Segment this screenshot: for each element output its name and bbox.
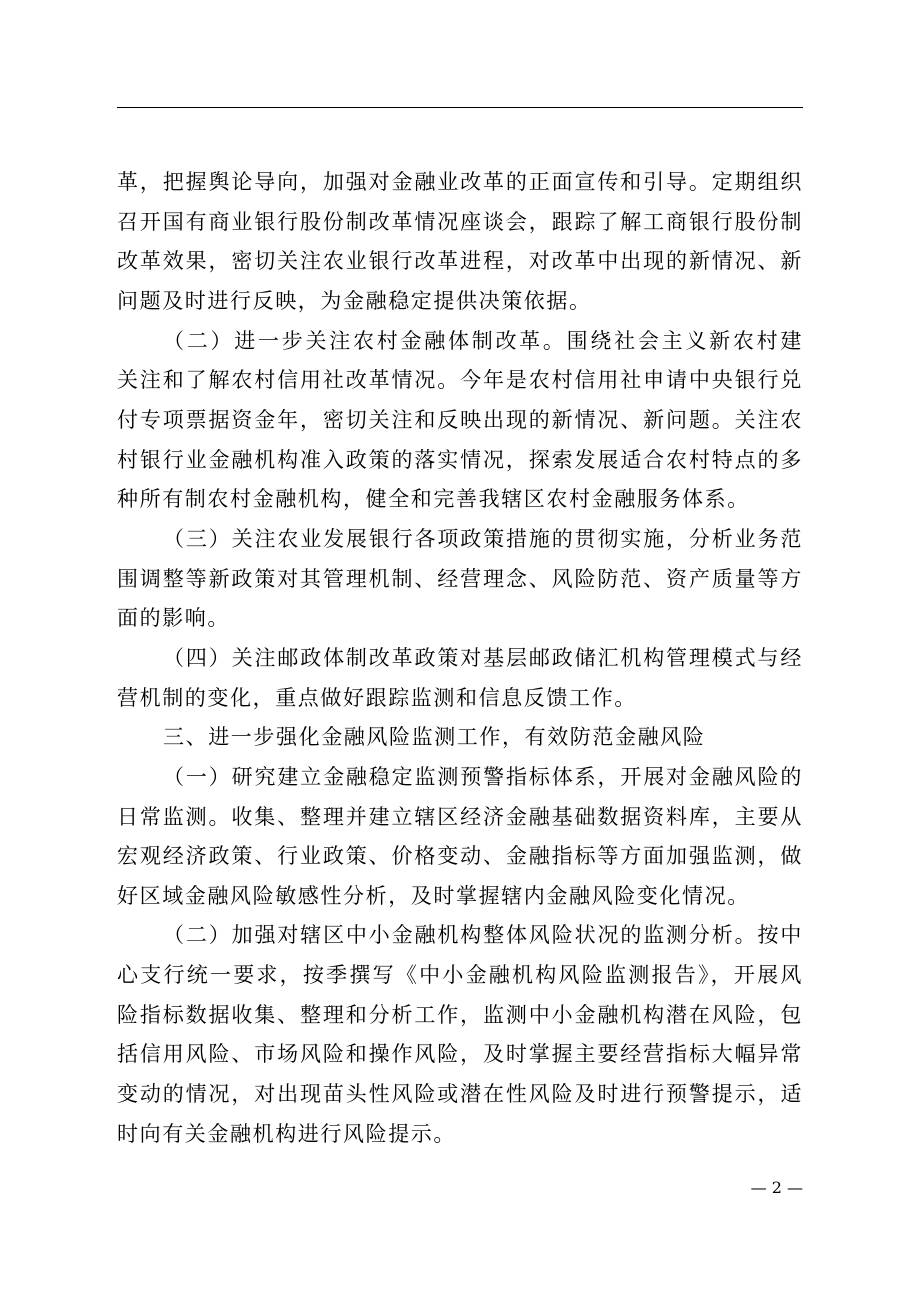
- body-line: （二）加强对辖区中小金融机构整体风险状况的监测分析。按中: [163, 923, 803, 948]
- paragraph: [117, 916, 803, 1154]
- section-heading: [117, 718, 803, 758]
- body-line: 付专项票据资金年，密切关注和反映出现的新情况、新问题。关注农: [117, 407, 803, 432]
- body-line: 革，把握舆论导向，加强对金融业改革的正面宣传和引导。定期组织: [117, 170, 803, 194]
- body-line: 围调整等新政策对其管理机制、经营理念、风险防范、资产质量等方: [117, 566, 803, 591]
- section-heading-text: 三、进一步强化金融风险监测工作，有效防范金融风险: [163, 725, 706, 750]
- body-line: 面的影响。: [117, 606, 230, 631]
- body-line: （三）关注农业发展银行各项政策措施的贯彻实施，分析业务范: [163, 526, 803, 551]
- body-line: 心支行统一要求，按季撰写《中小金融机构风险监测报告》，开展风: [117, 963, 803, 988]
- body-line: 险指标数据收集、整理和分析工作，监测中小金融机构潜在风险，包: [117, 1002, 803, 1027]
- body-line: 问题及时进行反映，为金融稳定提供决策依据。: [117, 288, 592, 313]
- body-line: （四）关注邮政体制改革政策对基层邮政储汇机构管理模式与经: [163, 645, 803, 670]
- paragraph: [117, 163, 803, 322]
- paragraph: [117, 639, 803, 718]
- body-line: （一）研究建立金融稳定监测预警指标体系，开展对金融风险的: [163, 764, 803, 789]
- paragraph: [117, 322, 803, 520]
- body-line: 召开国有商业银行股份制改革情况座谈会，跟踪了解工商银行股份制: [117, 209, 803, 234]
- body-line: 改革效果，密切关注农业银行改革进程，对改革中出现的新情况、新: [117, 249, 803, 274]
- document-body: [117, 163, 803, 1154]
- body-line: 括信用风险、市场风险和操作风险，及时掌握主要经营指标大幅异常: [117, 1042, 803, 1067]
- body-line: 好区域金融风险敏感性分析，及时掌握辖内金融风险变化情况。: [117, 883, 750, 908]
- body-line: 变动的情况，对出现苗头性风险或潜在性风险及时进行预警提示，适: [117, 1082, 803, 1107]
- body-line: 时向有关金融机构进行风险提示。: [117, 1121, 456, 1146]
- body-line: 村银行业金融机构准入政策的落实情况，探索发展适合农村特点的多: [117, 447, 803, 472]
- body-line: （二）进一步关注农村金融体制改革。围绕社会主义新农村建: [163, 328, 803, 353]
- body-line: 种所有制农村金融机构，健全和完善我辖区农村金融服务体系。: [117, 487, 750, 512]
- paragraph: [117, 758, 803, 917]
- paragraph: [117, 520, 803, 639]
- body-line: 关注和了解农村信用社改革情况。今年是农村信用社申请中央银行兑: [117, 368, 803, 393]
- body-line: 宏观经济政策、行业政策、价格变动、金融指标等方面加强监测，做: [117, 844, 803, 869]
- body-line: 营机制的变化，重点做好跟踪监测和信息反馈工作。: [117, 685, 637, 710]
- page-number: — 2 —: [750, 1178, 803, 1197]
- header-rule: [117, 107, 803, 108]
- body-line: 日常监测。收集、整理并建立辖区经济金融基础数据资料库，主要从: [117, 804, 803, 829]
